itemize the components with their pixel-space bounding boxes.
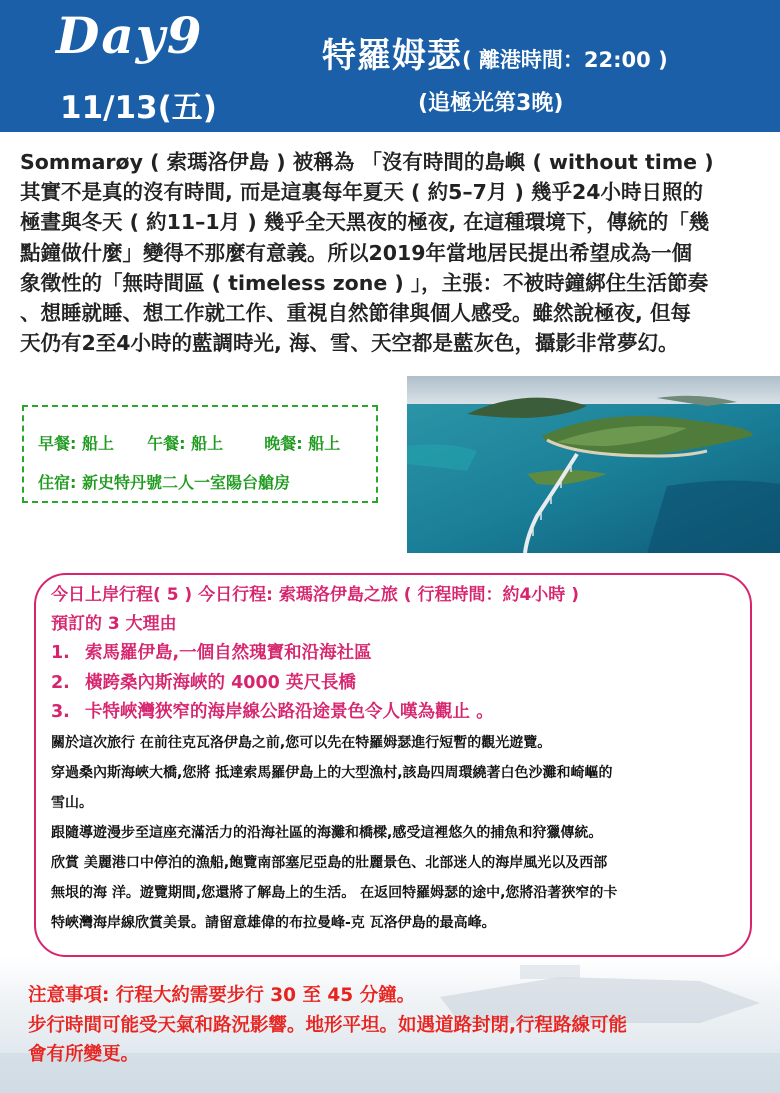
- meals-info-box: [22, 405, 378, 503]
- reason-text: 卡特峽灣狹窄的海岸線公路沿途景色令人嘆為觀止 。: [85, 702, 494, 722]
- reasons-heading: 預訂的 3 大理由: [51, 614, 177, 634]
- shore-excursion-box: [34, 573, 752, 957]
- excursion-detail-line: 關於這次旅行 在前往克瓦洛伊島之前,您可以先在特羅姆瑟進行短暫的觀光遊覽。: [51, 734, 552, 751]
- reason-number: 1.: [51, 643, 70, 663]
- lodging-info: 住宿: 新史特丹號二人一室陽台艙房: [38, 473, 290, 492]
- notice-line: 步行時間可能受天氣和路況影響。地形平坦。如遇道路封閉,行程路線可能: [28, 1014, 628, 1036]
- excursion-detail-line: 跟隨導遊漫步至這座充滿活力的沿海社區的海灘和橋樑,感受這裡悠久的捕魚和狩獵傳統。: [51, 824, 603, 841]
- reason-item: [51, 669, 741, 699]
- island-bridge-photo: [407, 376, 780, 553]
- aurora-subtitle: (追極光第3晚): [418, 91, 564, 116]
- destination-name: 特羅姆瑟: [322, 36, 462, 76]
- breakfast-info: 早餐: 船上: [38, 434, 114, 453]
- notice-line: 注意事項: 行程大約需要步行 30 至 45 分鐘。: [28, 985, 416, 1006]
- reason-text: 橫跨桑內斯海峽的 4000 英尺長橋: [85, 672, 356, 693]
- intro-line: 、想睡就睡、想工作就工作、重視自然節律與個人感受。雖然說極夜, 但每: [20, 301, 691, 326]
- excursion-detail-line: 雪山。: [51, 794, 93, 811]
- reason-number: 2.: [51, 672, 70, 693]
- island-bridge-image: [407, 376, 780, 553]
- departure-time-note: ( 離港時間：22:00 ): [462, 48, 668, 72]
- reason-number: 3.: [51, 702, 70, 722]
- excursion-detail-line: 穿過桑內斯海峽大橋,您將 抵達索馬羅伊島上的大型漁村,該島四周環繞著白色沙灘和崎嶇的: [51, 764, 613, 781]
- shore-excursion-content: [51, 581, 741, 938]
- excursion-detail-line: 無垠的海 洋。遊覽期間,您還將了解島上的生活。 在返回特羅姆瑟的途中,您將沿著狹窄的卡: [51, 884, 618, 901]
- excursion-title: 今日上岸行程( 5 ) 今日行程: 索瑪洛伊島之旅 ( 行程時間：約4小時 ): [51, 585, 579, 605]
- reason-text: 索馬羅伊島,一個自然瑰寶和沿海社區: [85, 643, 372, 663]
- dinner-info: 晚餐: 船上: [264, 434, 341, 453]
- intro-line: 點鐘做什麼」變得不那麼有意義。所以2019年當地居民提出希望成為一個: [20, 240, 693, 265]
- date-label: 11/13(五): [60, 90, 217, 126]
- day-header-banner: [0, 0, 780, 132]
- intro-line: 極晝與冬天 ( 約11–1月 ) 幾乎全天黑夜的極夜, 在這種環境下，傳統的「幾: [20, 210, 710, 235]
- intro-line: Sommarøy ( 索瑪洛伊島 ) 被稱為 「沒有時間的島嶼 ( without time ): [20, 150, 714, 174]
- notice-section: [28, 981, 768, 1070]
- reason-item: [51, 698, 741, 728]
- notice-line: 會有所變更。: [28, 1044, 140, 1065]
- meals-row: [38, 431, 340, 454]
- destination-title: [322, 28, 668, 77]
- intro-paragraph: [20, 147, 765, 358]
- reason-item: [51, 639, 741, 669]
- day-label: Day9: [56, 6, 204, 65]
- intro-line: 象徵性的「無時間區 ( timeless zone ) 」，主張：不被時鐘綁住生活節奏: [20, 270, 709, 295]
- intro-line: 其實不是真的沒有時間, 而是這裏每年夏天 ( 約5–7月 ) 幾乎24小時日照的: [20, 180, 704, 205]
- intro-line: 天仍有2至4小時的藍調時光, 海、雪、天空都是藍灰色，攝影非常夢幻。: [20, 331, 679, 356]
- lunch-info: 午餐: 船上: [147, 434, 224, 453]
- excursion-detail-line: 欣賞 美麗港口中停泊的漁船,飽覽南部塞尼亞島的壯麗景色、北部迷人的海岸風光以及西部: [51, 854, 608, 871]
- excursion-detail-line: 特峽灣海岸線欣賞美景。請留意雄偉的布拉曼峰-克 瓦洛伊島的最高峰。: [51, 914, 496, 931]
